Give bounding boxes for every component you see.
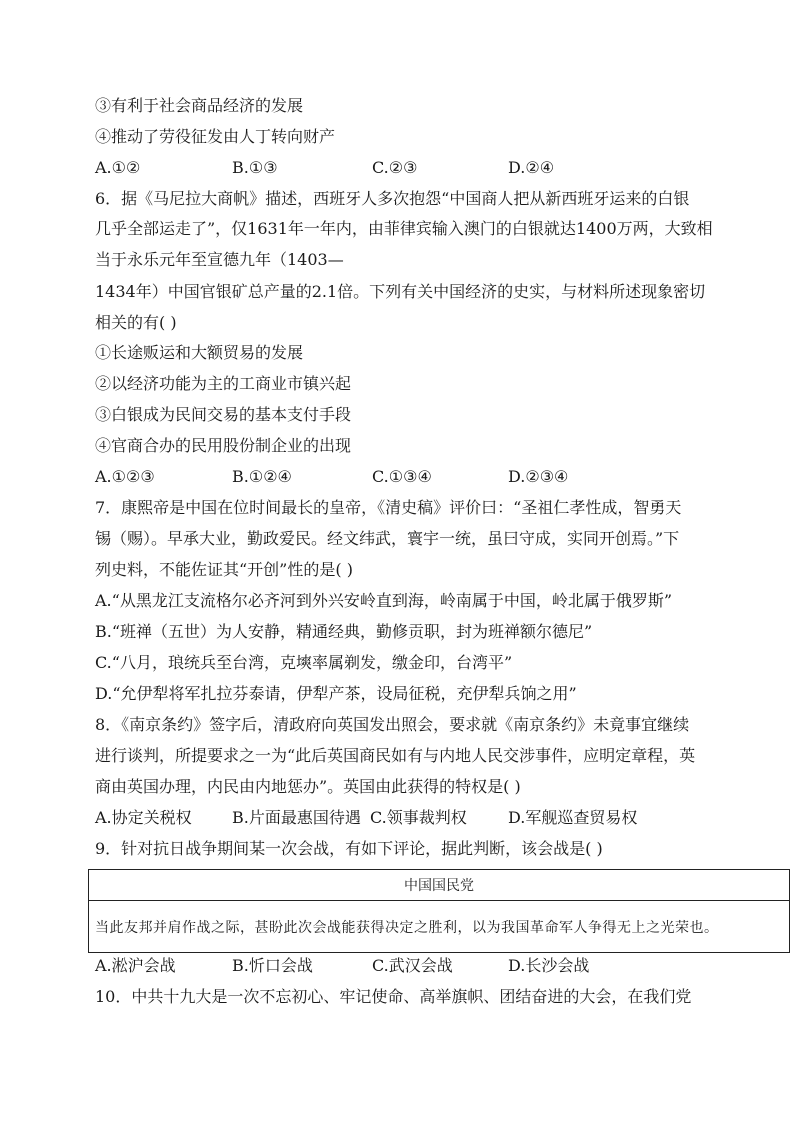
q8-option-c[interactable]: C.领事裁判权 xyxy=(370,808,467,827)
q6-option-d[interactable]: D.②③④ xyxy=(508,467,569,486)
q9-option-a[interactable]: A.淞沪会战 xyxy=(95,956,176,975)
q5-option-c[interactable]: C.②③ xyxy=(372,158,418,177)
q5-option-d[interactable]: D.②④ xyxy=(508,158,555,177)
q6-stem-line-1: 6．据《马尼拉大商帆》描述，西班牙人多次抱怨“中国商人把从新西班牙运来的白银 xyxy=(95,189,690,208)
q9-table-body: 当此友邦并肩作战之际，甚盼此次会战能获得决定之胜利，以为我国革命军人争得无上之光荣也。 xyxy=(89,901,790,953)
q9-stem-line-1: 9．针对抗日战争期间某一次会战，有如下评论，据此判断，该会战是( ) xyxy=(95,839,603,858)
q9-option-b[interactable]: B.忻口会战 xyxy=(232,956,313,975)
q5-option-b[interactable]: B.①③ xyxy=(232,158,278,177)
q6-option-a[interactable]: A.①②③ xyxy=(95,467,155,486)
q9-option-c[interactable]: C.武汉会战 xyxy=(372,956,453,975)
q6-stem-line-5: 相关的有( ) xyxy=(95,313,177,332)
q6-item-1: ①长途贩运和大额贸易的发展 xyxy=(95,343,304,362)
q6-item-2: ②以经济功能为主的工商业市镇兴起 xyxy=(95,374,352,393)
q6-stem-line-4: 1434年）中国官银矿总产量的2.1倍。下列有关中国经济的史实，与材料所述现象密切 xyxy=(95,282,706,301)
q8-option-d[interactable]: D.军舰巡查贸易权 xyxy=(508,808,638,827)
q6-stem-line-3: 当于永乐元年至宣德九年（1403— xyxy=(95,250,344,269)
q5-item-4: ④推动了劳役征发由人丁转向财产 xyxy=(95,127,336,146)
q6-options xyxy=(95,467,715,487)
q6-option-b[interactable]: B.①②④ xyxy=(232,467,292,486)
q9-options xyxy=(95,956,715,976)
q7-option-b[interactable]: B.“班禅（五世）为人安静，精通经典，勤修贡职，封为班禅额尔德尼” xyxy=(95,622,593,641)
q8-option-a[interactable]: A.协定关税权 xyxy=(95,808,192,827)
q7-stem-line-3: 列史料，不能佐证其“开创”性的是( ) xyxy=(95,560,353,579)
q8-stem-line-1: 8．《南京条约》签字后，清政府向英国发出照会，要求就《南京条约》未竟事宜继续 xyxy=(95,715,690,734)
q5-item-3: ③有利于社会商品经济的发展 xyxy=(95,96,304,115)
q7-option-c[interactable]: C.“八月，琅统兵至台湾，克塽率属剃发，缴金印，台湾平” xyxy=(95,653,513,672)
q5-options xyxy=(95,158,715,178)
q6-option-c[interactable]: C.①③④ xyxy=(372,467,432,486)
q10-stem-line-1: 10．中共十九大是一次不忘初心、牢记使命、高举旗帜、团结奋进的大会，在我们党 xyxy=(95,987,692,1006)
q5-option-a[interactable]: A.①② xyxy=(95,158,141,177)
q6-item-3: ③白银成为民间交易的基本支付手段 xyxy=(95,405,352,424)
q9-option-d[interactable]: D.长沙会战 xyxy=(508,956,590,975)
q7-stem-line-1: 7．康熙帝是中国在位时间最长的皇帝，《清史稿》评价曰：“圣祖仁孝性成，智勇天 xyxy=(95,498,682,517)
q6-stem-line-2: 几乎全部运走了”，仅1631年一年内，由菲律宾输入澳门的白银就达1400万两，大致相 xyxy=(95,219,713,238)
q9-table-header: 中国国民党 xyxy=(89,870,790,901)
q7-stem-line-2: 锡（赐）。早承大业，勤政爱民。经文纬武，寰宇一统，虽曰守成，实同开创焉。”下 xyxy=(95,529,680,548)
q7-option-d[interactable]: D.“允伊犁将军扎拉芬泰请，伊犁产茶，设局征税，充伊犁兵饷之用” xyxy=(95,684,577,703)
q8-stem-line-3: 商由英国办理，内民由内地惩办”。英国由此获得的特权是( ) xyxy=(95,777,521,796)
q8-option-b[interactable]: B.片面最惠国待遇 xyxy=(232,808,361,827)
q7-option-a[interactable]: A.“从黑龙江支流格尔必齐河到外兴安岭直到海，岭南属于中国，岭北属于俄罗斯” xyxy=(95,591,673,610)
q8-stem-line-2: 进行谈判，所提要求之一为“此后英国商民如有与内地人民交涉事件，应明定章程，英 xyxy=(95,746,696,765)
q8-options xyxy=(95,808,715,828)
q9-material-table xyxy=(88,869,790,953)
q6-item-4: ④官商合办的民用股份制企业的出现 xyxy=(95,436,352,455)
